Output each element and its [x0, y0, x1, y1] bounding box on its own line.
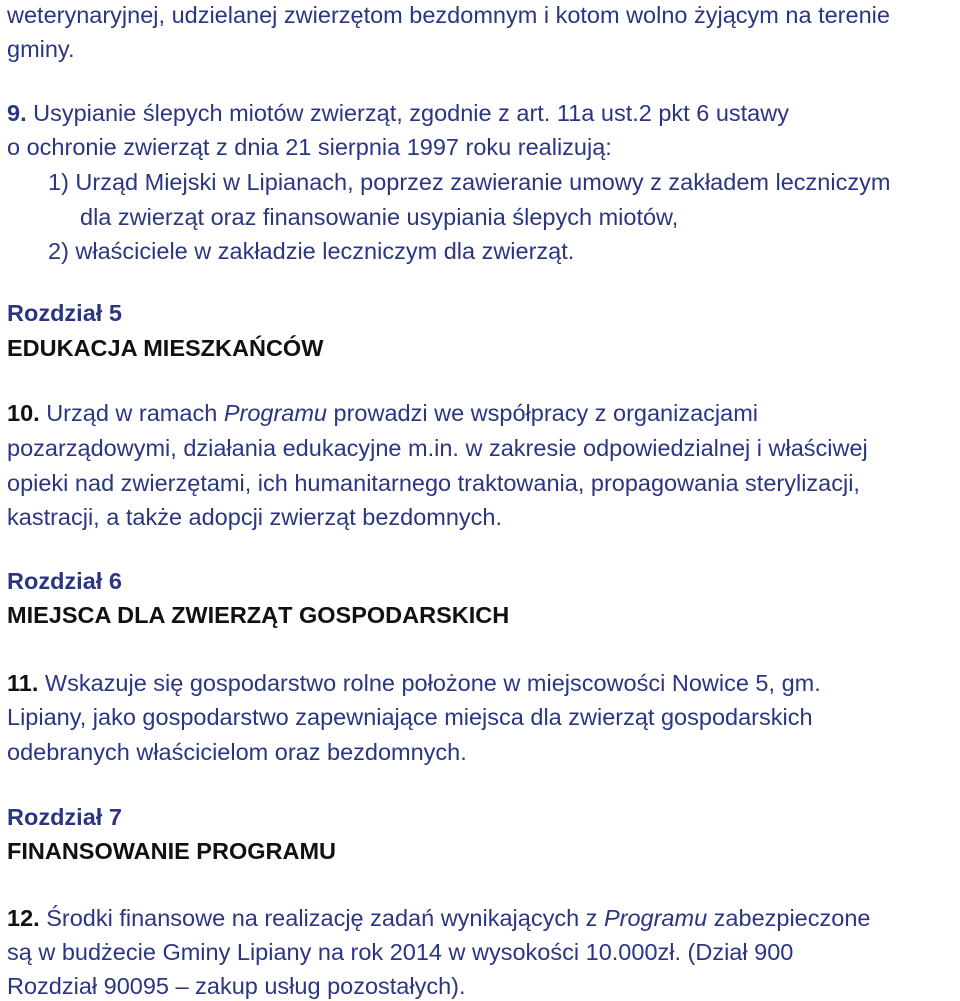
- intro-line-1: weterynaryjnej, udzielanej zwierzętom bezdomnym i kotom wolno żyjącym na terenie: [7, 2, 890, 28]
- chapter-7-heading: Rozdział 7: [7, 804, 122, 830]
- paragraph-9-item-1a: 1) Urząd Miejski w Lipianach, poprzez zawieranie umowy z zakładem leczniczym: [48, 169, 891, 195]
- paragraph-10-line-2: pozarządowymi, działania edukacyjne m.in. w zakresie odpowiedzialnej i właściwej: [7, 435, 868, 461]
- paragraph-10-line-1: [7, 402, 758, 426]
- paragraph-9-number: 9.: [7, 100, 27, 126]
- paragraph-12-line-1: [7, 907, 870, 931]
- paragraph-12-text-1a: Środki finansowe na realizację zadań wynikających z: [39, 905, 604, 931]
- paragraph-9-item-2: 2) właściciele w zakładzie leczniczym dla zwierząt.: [48, 238, 575, 264]
- chapter-7-title: FINANSOWANIE PROGRAMU: [7, 838, 336, 864]
- paragraph-10-program-term: Programu: [223, 400, 327, 426]
- chapter-6-title: MIEJSCA DLA ZWIERZĄT GOSPODARSKICH: [7, 602, 510, 628]
- paragraph-10-text-1c: prowadzi we współpracy z organizacjami: [327, 400, 759, 426]
- paragraph-10-number: 10.: [7, 400, 40, 426]
- paragraph-10-line-3: opieki nad zwierzętami, ich humanitarnego traktowania, propagowania sterylizacji,: [7, 470, 860, 496]
- paragraph-10-line-4: kastracji, a także adopcji zwierząt bezdomnych.: [7, 504, 503, 530]
- paragraph-9-line-1: [7, 102, 789, 126]
- paragraph-9-text-1: Usypianie ślepych miotów zwierząt, zgodnie z art. 11a ust.2 pkt 6 ustawy: [26, 100, 789, 126]
- paragraph-12-line-3: Rozdział 90095 – zakup usług pozostałych).: [7, 973, 466, 999]
- paragraph-11-line-3: odebranych właścicielom oraz bezdomnych.: [7, 739, 467, 765]
- paragraph-9-line-2: o ochronie zwierząt z dnia 21 sierpnia 1997 roku realizują:: [7, 134, 612, 160]
- paragraph-11-line-2: Lipiany, jako gospodarstwo zapewniające miejsca dla zwierząt gospodarskich: [7, 704, 813, 730]
- paragraph-10-text-1a: Urząd w ramach: [39, 400, 224, 426]
- paragraph-12-line-2: są w budżecie Gminy Lipiany na rok 2014 w wysokości 10.000zł. (Dział 900: [7, 939, 794, 965]
- paragraph-11-line-1: [7, 672, 821, 696]
- paragraph-11-text-1: Wskazuje się gospodarstwo rolne położone w miejscowości Nowice 5, gm.: [38, 670, 821, 696]
- chapter-5-title: EDUKACJA MIESZKAŃCÓW: [7, 335, 324, 361]
- intro-line-2: gminy.: [7, 36, 75, 62]
- chapter-6-heading: Rozdział 6: [7, 568, 122, 594]
- paragraph-9-item-1b: dla zwierząt oraz finansowanie usypiania ślepych miotów,: [80, 204, 679, 230]
- paragraph-12-text-1c: zabezpieczone: [707, 905, 871, 931]
- paragraph-11-number: 11.: [7, 670, 39, 696]
- paragraph-12-number: 12.: [7, 905, 40, 931]
- paragraph-12-program-term: Programu: [603, 905, 708, 931]
- chapter-5-heading: Rozdział 5: [7, 300, 122, 326]
